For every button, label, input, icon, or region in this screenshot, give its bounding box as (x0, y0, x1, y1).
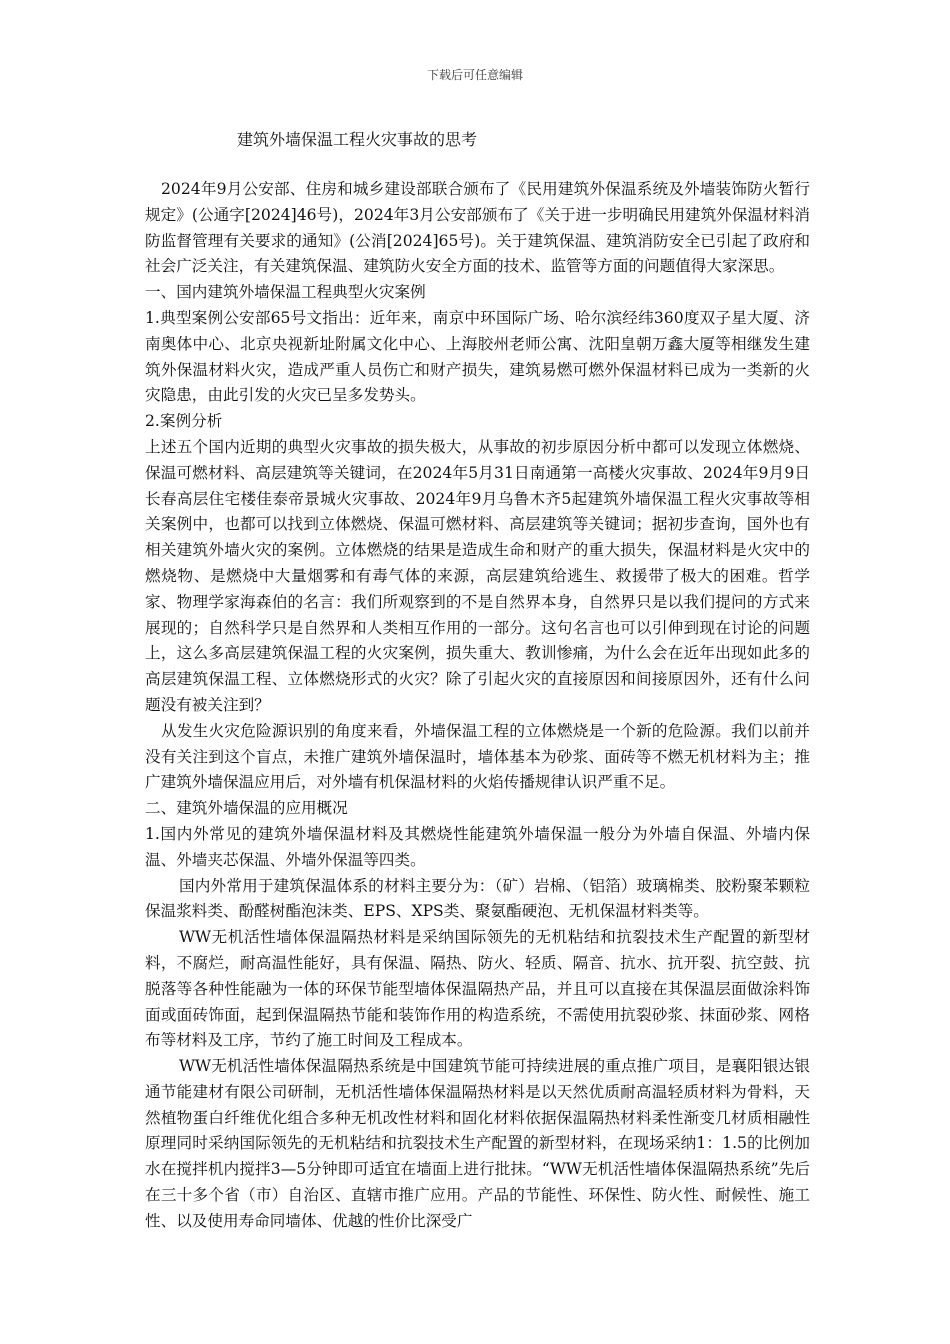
paragraph: 二、建筑外墙保温的应用概况 (145, 799, 348, 818)
paragraph: 2.案例分析 (145, 412, 223, 431)
paragraph: 2024年9月公安部、住房和城乡建设部联合颁布了《民用建筑外保温系统及外墙装饰防火暂行规定》(公通字[2024]46号)，2024年3月公安部颁布了《关于进一步明确民用建筑外保温材料消防监督管理有关要求的通知》(公消[2024]65号)。关于建筑保温、建筑消防安全已引起了政府和社会广泛关注，有关建筑保温、建筑防火安全方面的技术、监管等方面的问题值得大家深思。 (145, 180, 810, 276)
paragraph: 从发生火灾危险源识别的角度来看，外墙保温工程的立体燃烧是一个新的危险源。我们以前并没有关注到这个盲点，未推广建筑外墙保温时，墙体基本为砂浆、面砖等不燃无机材料为主；推广建筑外墙保温应用后，对外墙有机保温材料的火焰传播规律认识严重不足。 (145, 721, 810, 792)
paragraph: 一、国内建筑外墙保温工程典型火灾案例 (145, 283, 426, 302)
page-header: 下载后可任意编辑 (426, 68, 523, 82)
paragraph: WW无机活性墙体保温隔热材料是采纳国际领先的无机粘结和抗裂技术生产配置的新型材料，不腐烂，耐高温性能好，具有保温、隔热、防火、轻质、隔音、抗水、抗开裂、抗空鼓、抗脱落等各种性能融为一体的环保节能型墙体保温隔热产品，并且可以直接在其保温层面做涂料饰面或面砖饰面，起到保温隔热节能和装饰作用的构造系统，不需使用抗裂砂浆、抹面砂浆、网格布等材料及工序，节约了施工时间及工程成本。 (145, 928, 810, 1050)
document-body (145, 177, 810, 1235)
paragraph: 1.国内外常见的建筑外墙保温材料及其燃烧性能建筑外墙保温一般分为外墙自保温、外墙内保温、外墙夹芯保温、外墙外保温等四类。 (145, 824, 810, 869)
paragraph: 国内外常用于建筑保温体系的材料主要分为：（矿）岩棉、（铝箔）玻璃棉类、胶粉聚苯颗粒保温浆料类、酚醛树酯泡沫类、EPS、XPS类、聚氨酯硬泡、无机保温材料类等。 (145, 876, 810, 921)
document-title: 建筑外墙保温工程火灾事故的思考 (237, 130, 478, 149)
paragraph: 1.典型案例公安部65号文指出：近年来，南京中环国际广场、哈尔滨经纬360度双子星大厦、济南奥体中心、北京央视新址附属文化中心、上海胶州老师公寓、沈阳皇朝万鑫大厦等相继发生建筑外保温材料火灾，造成严重人员伤亡和财产损失，建筑易燃可燃外保温材料已成为一类新的火灾隐患，由此引发的火灾已呈多发势头。 (145, 308, 810, 405)
paragraph: 上述五个国内近期的典型火灾事故的损失极大，从事故的初步原因分析中都可以发现立体燃烧、保温可燃材料、高层建筑等关键词，在2024年5月31日南通第一高楼火灾事故、2024年9月9日长春高层住宅楼佳泰帝景城火灾事故、2024年9月乌鲁木齐5起建筑外墙保温工程火灾事故等相关案例中，也都可以找到立体燃烧、保温可燃材料、高层建筑等关键词；据初步查询，国外也有相关建筑外墙火灾的案例。立体燃烧的结果是造成生命和财产的重大损失，保温材料是火灾中的燃烧物、是燃烧中大量烟雾和有毒气体的来源，高层建筑给逃生、救援带了极大的困难。哲学家、物理学家海森伯的名言：我们所观察到的不是自然界本身，自然界只是以我们提问的方式来展现的；自然科学只是自然界和人类相互作用的一部分。这句名言也可以引伸到现在讨论的问题上，这么多高层建筑保温工程的火灾案例，损失重大、教训惨痛，为什么会在近年出现如此多的高层建筑保温工程、立体燃烧形式的火灾？除了引起火灾的直接原因和间接原因外，还有什么问题没有被关注到？ (145, 437, 810, 714)
paragraph: WW无机活性墙体保温隔热系统是中国建筑节能可持续进展的重点推广项目，是襄阳银达银通节能建材有限公司研制，无机活性墙体保温隔热材料是以天然优质耐高温轻质材料为骨料，天然植物蛋白纤维优化组合多种无机改性材料和固化材料依据保温隔热材料柔性渐变几材质相融性原理同时采纳国际领先的无机粘结和抗裂技术生产配置的新型材料，在现场采纳1：1.5的比例加水在搅拌机内搅拌3—5分钟即可适宜在墙面上进行批抹。“WW无机活性墙体保温隔热系统”先后在三十多个省（市）自治区、直辖市推广应用。产品的节能性、环保性、防火性、耐候性、施工性、以及使用寿命同墙体、优越的性价比深受广 (145, 1057, 810, 1230)
